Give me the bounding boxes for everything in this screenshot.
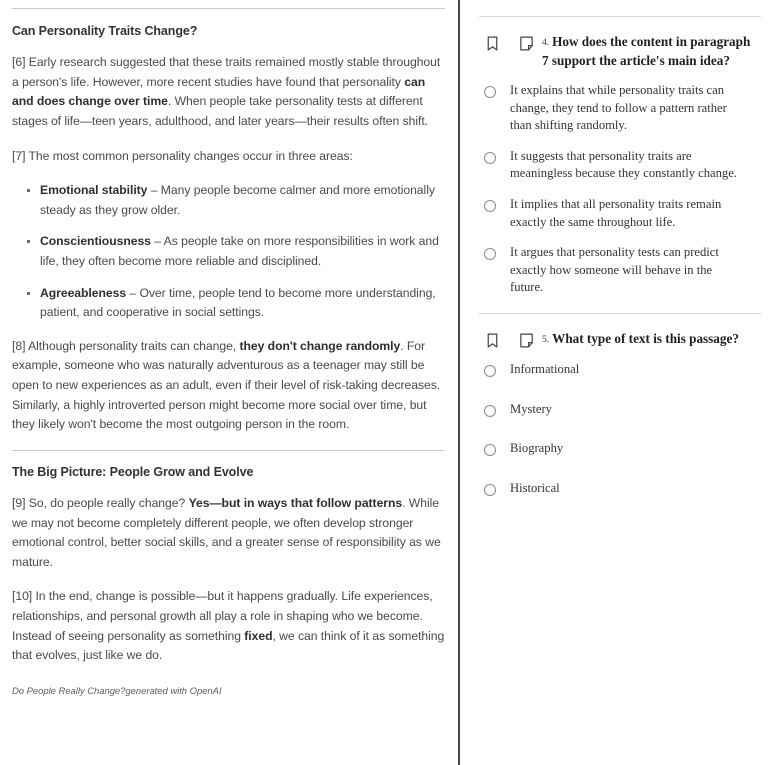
option-row[interactable] [471, 480, 769, 498]
options-list [471, 361, 769, 497]
radio-button[interactable] [484, 365, 496, 377]
option-label: Mystery [510, 401, 552, 416]
note-icon[interactable] [518, 332, 535, 349]
option-label: Informational [510, 361, 580, 376]
question-text: What type of text is this passage? [552, 330, 739, 346]
radio-button[interactable] [484, 484, 496, 496]
radio-button[interactable] [484, 86, 496, 98]
option-row[interactable] [471, 82, 769, 135]
options-list [471, 82, 769, 297]
paragraph-p9: [9] So, do people really change? Yes—but in ways that follow patterns. While we may not become completely different people, we often develop stronger emotional control, better social skills, and a greater sense of responsibility as we mature. [12, 496, 441, 569]
option-label: It argues that personality tests can predict exactly how someone will behave in the future. [510, 245, 719, 295]
trait-list-item: Agreeableness – Over time, people tend to become more understanding, patient, and cooperative in social settings. [12, 284, 445, 323]
note-icon[interactable] [518, 35, 535, 52]
option-label: Historical [510, 480, 560, 495]
section-divider [12, 450, 445, 451]
paragraph-p10: [10] In the end, change is possible—but it happens gradually. Life experiences, relationships, and personal growth all play a role in shaping who we become. Instead of seeing personality as something fixed, we can think of it as something that evolves, just like we do. [12, 589, 445, 663]
question-block-5 [471, 314, 769, 497]
option-label: Biography [510, 441, 564, 456]
trait-list-item: Emotional stability – Many people become calmer and more emotionally steady as they grow older. [12, 181, 445, 220]
option-row[interactable] [471, 401, 769, 419]
radio-button[interactable] [484, 248, 496, 260]
question-block-4 [471, 17, 769, 297]
radio-button[interactable] [484, 444, 496, 456]
question-pane [461, 0, 781, 765]
trait-list [12, 181, 445, 323]
pane-vertical-divider [458, 0, 460, 765]
option-row[interactable] [471, 440, 769, 458]
paragraph-p8: [8] Although personality traits can change, they don't change randomly. For example, someone who was naturally adventurous as a teenager may still be open to new experiences as an adult, even if their level of risk-taking decreases. Similarly, a highly introverted person might become more social over time, but they likely won't become the most outgoing person in the room. [12, 338, 441, 432]
option-row[interactable] [471, 244, 769, 297]
option-row[interactable] [471, 148, 769, 183]
questions-list [471, 16, 769, 497]
section-heading: Can Personality Traits Change? [12, 24, 198, 38]
question-title-wrap [542, 33, 769, 70]
option-row[interactable] [471, 196, 769, 231]
question-number: 4. [542, 38, 550, 48]
bookmark-icon[interactable] [484, 332, 501, 349]
paragraph-p7: [7] The most common personality changes occur in three areas: [12, 148, 353, 163]
passage-top-divider [12, 8, 445, 9]
option-row[interactable] [471, 361, 769, 379]
passage-body [12, 23, 445, 666]
option-label: It implies that all personality traits remain exactly the same throughout life. [510, 196, 722, 229]
question-header [471, 33, 769, 70]
paragraph-p6: [6] Early research suggested that these traits remained mostly stable throughout a person's life. However, more recent studies have found that personality can and does change over time. When people take personality tests at different stages of life—teen years, adulthood, and later years—their results often shift. [12, 55, 441, 129]
bookmark-icon[interactable] [484, 35, 501, 52]
question-number: 5. [542, 334, 550, 345]
question-text: How does the content in paragraph 7 support the article's main idea? [542, 34, 751, 68]
passage-credit: Do People Really Change?generated with OpenAI [12, 685, 222, 697]
radio-button[interactable] [484, 152, 496, 164]
section-heading: The Big Picture: People Grow and Evolve [12, 464, 254, 479]
radio-button[interactable] [484, 405, 496, 417]
option-label: It suggests that personality traits are meaningless because they constantly change. [510, 148, 737, 181]
question-title-wrap [542, 330, 769, 349]
trait-list-item: Conscientiousness – As people take on more responsibilities in work and life, they often become more reliable and disciplined. [12, 232, 445, 271]
option-label: It explains that while personality traits can change, they tend to follow a pattern rather than shifting randomly. [510, 83, 727, 133]
radio-button[interactable] [484, 200, 496, 212]
question-header [471, 330, 769, 349]
